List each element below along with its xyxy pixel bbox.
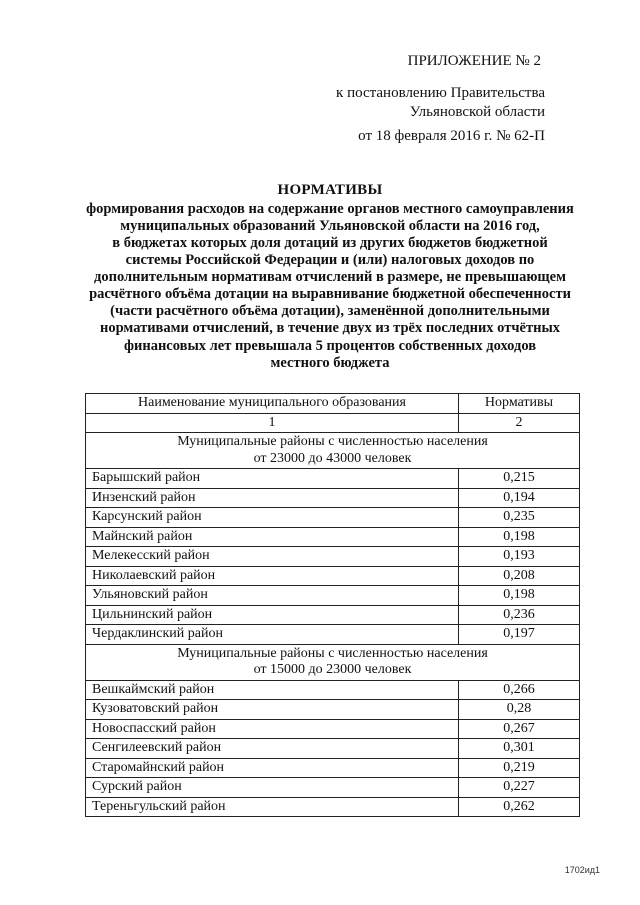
row-value: 0,227 xyxy=(459,778,580,798)
title-line: дополнительным нормативам отчислений в размере, не превышающем xyxy=(94,269,566,286)
appendix-date: от 18 февраля 2016 г. № 62-П xyxy=(358,127,545,144)
table-row xyxy=(86,527,580,547)
row-value: 0,215 xyxy=(459,469,580,489)
row-value: 0,198 xyxy=(459,586,580,606)
title-line: формирования расходов на содержание органов местного самоуправления xyxy=(86,200,574,217)
row-name: Новоспасский район xyxy=(86,719,459,739)
table-row xyxy=(86,566,580,586)
title-line: нормативами отчислений, в течение двух из трёх последних отчётных xyxy=(99,320,561,337)
title-line: системы Российской Федерации и (или) налоговых доходов по xyxy=(125,252,535,269)
row-name: Барышский район xyxy=(86,469,459,489)
table-row xyxy=(86,547,580,567)
appendix-line-2: Ульяновской области xyxy=(409,104,545,120)
group-label-line-2: от 15000 до 23000 человек xyxy=(253,662,412,678)
row-value: 0,28 xyxy=(459,700,580,720)
table-row xyxy=(86,625,580,645)
table-row xyxy=(86,469,580,489)
group-label-line-2: от 23000 до 43000 человек xyxy=(253,450,412,466)
table-row xyxy=(86,488,580,508)
row-value: 0,236 xyxy=(459,605,580,625)
row-name: Тереньгульский район xyxy=(86,797,459,817)
table-row xyxy=(86,739,580,759)
table-row xyxy=(86,680,580,700)
header-municipality: Наименование муниципального образования xyxy=(86,394,459,414)
row-name: Сенгилеевский район xyxy=(86,739,459,759)
row-value: 0,267 xyxy=(459,719,580,739)
row-value: 0,197 xyxy=(459,625,580,645)
title-line: в бюджетах которых доля дотаций из других бюджетов бюджетной xyxy=(112,234,548,251)
row-name: Майнский район xyxy=(86,527,459,547)
norms-table xyxy=(85,393,580,817)
row-value: 0,301 xyxy=(459,739,580,759)
footer-code: 1702ид1 xyxy=(564,865,600,875)
header-norms: Нормативы xyxy=(459,394,580,414)
row-name: Цильнинский район xyxy=(86,605,459,625)
row-value: 0,235 xyxy=(459,508,580,528)
row-name: Мелекесский район xyxy=(86,547,459,567)
row-value: 0,193 xyxy=(459,547,580,567)
row-value: 0,266 xyxy=(459,680,580,700)
row-name: Инзенский район xyxy=(86,488,459,508)
row-name: Кузоватовский район xyxy=(86,700,459,720)
appendix-block xyxy=(245,52,545,146)
title-line: финансовых лет превышала 5 процентов собственных доходов xyxy=(123,337,537,354)
appendix-line-1: к постановлению Правительства xyxy=(336,84,545,101)
group-header xyxy=(86,644,580,680)
row-name: Карсунский район xyxy=(86,508,459,528)
group-label-line-1: Муниципальные районы с численностью населения xyxy=(177,434,488,450)
row-value: 0,194 xyxy=(459,488,580,508)
document-title xyxy=(70,182,590,372)
title-line: (части расчётного объёма дотации), заменённой дополнительными xyxy=(110,303,550,320)
row-name: Николаевский район xyxy=(86,566,459,586)
row-value: 0,262 xyxy=(459,797,580,817)
table-index-row xyxy=(86,413,580,433)
row-name: Ульяновский район xyxy=(86,586,459,606)
table-row xyxy=(86,605,580,625)
group-label-line-1: Муниципальные районы с численностью населения xyxy=(177,645,488,661)
table-row xyxy=(86,758,580,778)
title-line: расчётного объёма дотации на выравнивание бюджетной обеспеченности xyxy=(89,286,571,303)
row-name: Чердаклинский район xyxy=(86,625,459,645)
table-row xyxy=(86,778,580,798)
appendix-title: ПРИЛОЖЕНИЕ № 2 xyxy=(407,53,541,69)
row-name: Вешкаймский район xyxy=(86,680,459,700)
row-value: 0,198 xyxy=(459,527,580,547)
row-name: Сурский район xyxy=(86,778,459,798)
row-name: Старомайнский район xyxy=(86,758,459,778)
table-row xyxy=(86,719,580,739)
table-row xyxy=(86,700,580,720)
title-line: местного бюджета xyxy=(270,354,390,371)
group-header xyxy=(86,433,580,469)
row-value: 0,219 xyxy=(459,758,580,778)
index-col-1: 1 xyxy=(86,413,459,433)
table-row xyxy=(86,586,580,606)
table-row xyxy=(86,508,580,528)
index-col-2: 2 xyxy=(459,413,580,433)
table-row xyxy=(86,797,580,817)
row-value: 0,208 xyxy=(459,566,580,586)
title-heading: НОРМАТИВЫ xyxy=(277,182,383,198)
title-line: муниципальных образований Ульяновской области на 2016 год, xyxy=(120,217,540,234)
table-header-row xyxy=(86,394,580,414)
